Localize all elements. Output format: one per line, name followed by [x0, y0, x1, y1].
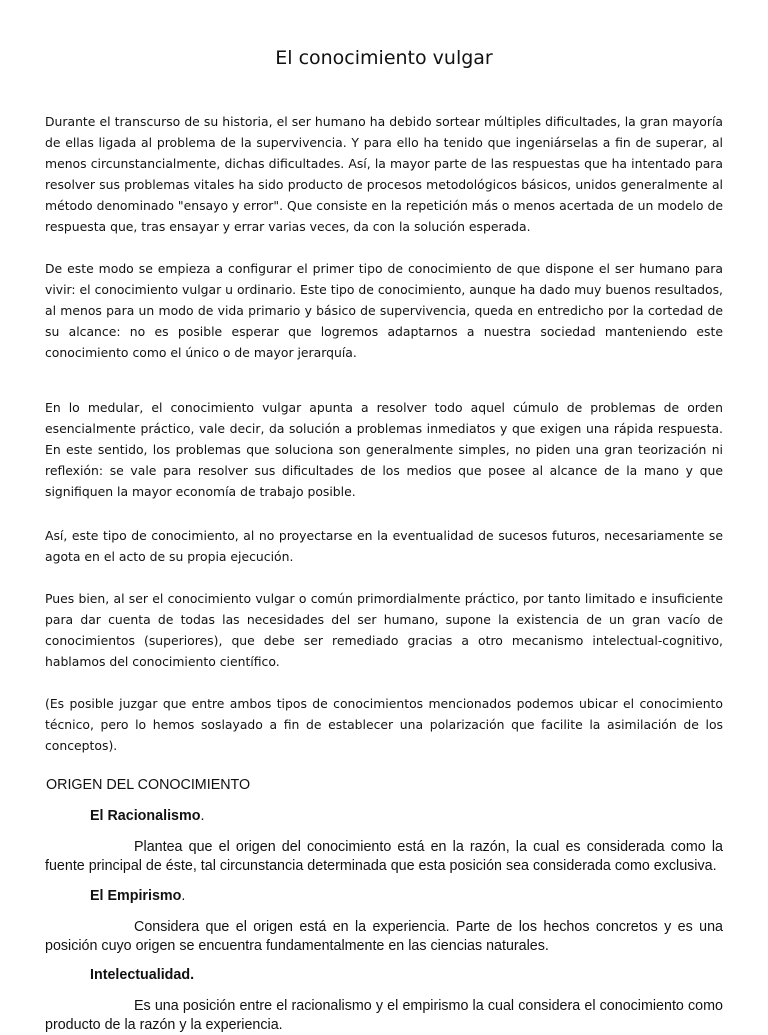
subsection-heading-empirismo: [90, 888, 185, 904]
paragraph-3: En lo medular, el conocimiento vulgar apunta a resolver todo aquel cúmulo de problemas de orden esencialmente práctico, vale decir, da solución a problemas inmediatos y que exigen una rápida respuesta. En este sentido, los problemas que soluciona son generalmente simples, no piden una gran teorización ni reflexión: se vale para resolver sus dificultades de los medios que posee al alcance de la mano y que signifiquen la mayor economía de trabajo posible.: [45, 400, 723, 499]
paragraph-1: Durante el transcurso de su historia, el ser humano ha debido sortear múltiples dificultades, la gran mayoría de ellas ligada al problema de la supervivencia. Y para ello ha tenido que ingeniárselas a fin de superar, al menos circunstancialmente, dichas dificultades. Así, la mayor parte de las respuestas que ha intentado para resolver sus problemas vitales ha sido producto de procesos metodológicos básicos, unidos generalmente al método denominado "ensayo y error". Que consiste en la repetición más o menos acertada de un modelo de respuesta que, tras ensayar y errar varias veces, da con la solución esperada.: [45, 114, 723, 234]
paragraph-5: Pues bien, al ser el conocimiento vulgar o común primordialmente práctico, por tanto limitado e insuficiente para dar cuenta de todas las necesidades del ser humano, supone la existencia de un gran vacío de conocimientos (superiores), que debe ser remediado gracias a otro mecanismo intelectual-cognitivo, hablamos del conocimiento científico.: [45, 591, 723, 669]
subsection-heading-racionalismo: [90, 808, 204, 824]
subsection-heading-text: El Racionalismo: [90, 808, 201, 824]
subsection-heading-suffix: .: [200, 808, 205, 824]
subsection-text-racionalismo: Plantea que el origen del conocimiento está en la razón, la cual es considerada como la fuente principal de éste, tal circunstancia determinada que esta posición sea considerada como exclusiva.: [45, 839, 723, 874]
paragraph-4: Así, este tipo de conocimiento, al no proyectarse en la eventualidad de sucesos futuros, necesariamente se agota en el acto de su propia ejecución.: [45, 528, 723, 564]
subsection-heading-intelectualidad: [90, 967, 194, 983]
subsection-heading-suffix: .: [181, 888, 186, 904]
paragraph-2: De este modo se empieza a configurar el primer tipo de conocimiento de que dispone el ser humano para vivir: el conocimiento vulgar u ordinario. Este tipo de conocimiento, aunque ha dado muy buenos resultados, al menos para un modo de vida primario y básico de supervivencia, queda en entredicho por la cortedad de su alcance: no es posible esperar que logremos adaptarnos a nuestra sociedad manteniendo este conocimiento como el único o de mayor jerarquía.: [45, 261, 723, 360]
paragraph-6: (Es posible juzgar que entre ambos tipos de conocimientos mencionados podemos ubicar el conocimiento técnico, pero lo hemos soslayado a fin de establecer una polarización que facilite la asimilación de los conceptos).: [45, 696, 723, 753]
subsection-heading-text: Intelectualidad.: [90, 967, 195, 983]
section-heading: ORIGEN DEL CONOCIMIENTO: [46, 777, 251, 793]
subsection-text-empirismo: Considera que el origen está en la experiencia. Parte de los hechos concretos y es una posición cuyo origen se encuentra fundamentalmente en las ciencias naturales.: [45, 919, 723, 954]
subsection-text-intelectualidad: Es una posición entre el racionalismo y el empirismo la cual considera el conocimiento como producto de la razón y la experiencia.: [45, 998, 723, 1033]
subsection-heading-text: El Empirismo: [90, 888, 182, 904]
document-title: El conocimiento vulgar: [275, 47, 493, 69]
